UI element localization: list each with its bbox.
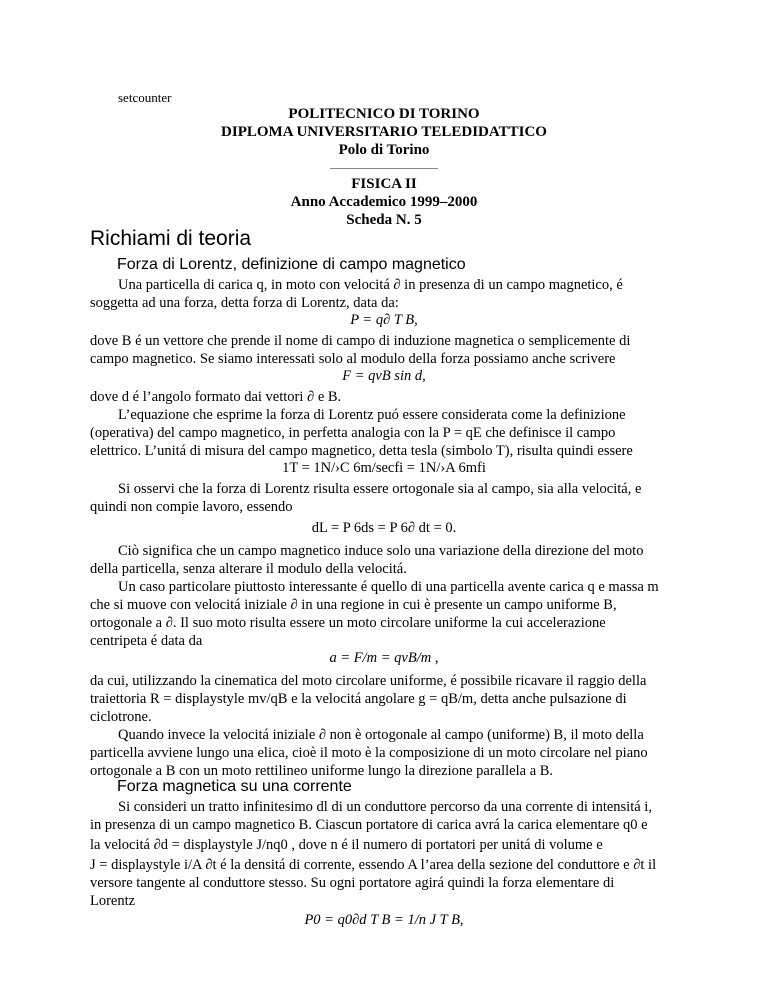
paragraph-line: ciclotrone.	[90, 709, 152, 725]
sheet-number: Scheda N. 5	[346, 212, 422, 228]
paragraph-line: Si consideri un tratto infinitesimo dl di un conduttore percorso da una corrente di intensitá i,	[118, 799, 652, 815]
paragraph-line: traiettoria R = displaystyle mv/qB e la velocitá angolare g = qB/m, detta anche pulsazione di	[90, 691, 627, 707]
paragraph-line: centripeta é data da	[90, 633, 203, 649]
paragraph-line: ortogonale a ∂. Il suo moto risulta essere un moto circolare uniforme la cui accelerazione	[90, 615, 606, 631]
paragraph-line: dove B é un vettore che prende il nome di campo di induzione magnetica o semplicemente di	[90, 333, 631, 349]
paragraph-line: Quando invece la velocitá iniziale ∂ non è ortogonale al campo (uniforme) B, il moto della	[118, 727, 644, 743]
paragraph-line: particella avviene lungo una elica, cioè il moto è la composizione di un moto circolare nel piano	[90, 745, 648, 761]
equation-elementary-force: P0 = q0∂d T B = 1/n J T B,	[304, 912, 464, 928]
setcounter-text: setcounter	[118, 90, 172, 105]
paragraph-line: dove d é l’angolo formato dai vettori ∂ e B.	[90, 389, 342, 405]
paragraph-line: la velocitá ∂d = displaystyle J/nq0 , dove n é il numero di portatori per unitá di volume e	[90, 837, 603, 853]
paragraph-line: Un caso particolare piuttosto interessante é quello di una particella avente carica q e massa m	[118, 579, 659, 595]
paragraph-line: versore tangente al conduttore stesso. Su ogni portatore agirá quindi la forza elementare di	[90, 875, 615, 891]
subsection-title-current: Forza magnetica su una corrente	[117, 778, 352, 795]
paragraph-line: elettrico. L’unitá di misura del campo magnetico, detta tesla (simbolo T), risulta quindi essere	[90, 443, 633, 459]
main-section-title: Richiami di teoria	[90, 227, 252, 250]
paragraph-line: della particella, senza alterare il modulo della velocitá.	[90, 561, 407, 577]
paragraph-line: (operativa) del campo magnetico, in perfetta analogia con la P = qE che definisce il campo	[90, 425, 616, 441]
course-title: FISICA II	[351, 176, 417, 192]
paragraph-line: Una particella di carica q, in moto con velocitá ∂ in presenza di un campo magnetico, é	[118, 277, 623, 293]
paragraph-line: da cui, utilizzando la cinematica del moto circolare uniforme, é possibile ricavare il raggio della	[90, 673, 647, 689]
equation-centripetal: a = F/m = qvB/m ,	[329, 650, 439, 666]
equation-force-modulus: F = qvB sin d,	[342, 368, 426, 384]
polo-name: Polo di Torino	[338, 142, 430, 158]
paragraph-line: L’equazione che esprime la forza di Lorentz puó essere considerata come la definizione	[118, 407, 626, 423]
paragraph-line: campo magnetico. Se siamo interessati solo al modulo della forza possiamo anche scrivere	[90, 351, 616, 367]
paragraph-line: che si muove con velocitá iniziale ∂ in una regione in cui è presente un campo uniforme B,	[90, 597, 617, 613]
paragraph-line: soggetta ad una forza, detta forza di Lorentz, data da:	[90, 295, 399, 311]
subsection-title-lorentz: Forza di Lorentz, definizione di campo magnetico	[117, 256, 466, 273]
school-name: POLITECNICO DI TORINO	[288, 106, 480, 122]
equation-lorentz-force: P = q∂ T B,	[350, 312, 418, 328]
paragraph-line: Si osservi che la forza di Lorentz risulta essere ortogonale sia al campo, sia alla velocitá, e	[118, 481, 642, 497]
paragraph-line: ortogonale a B con un moto rettilineo uniforme lungo la direzione parallela a B.	[90, 763, 554, 779]
paragraph-line: quindi non compie lavoro, essendo	[90, 499, 293, 515]
header-divider	[330, 168, 438, 169]
paragraph-line: in presenza di un campo magnetico B. Ciascun portatore di carica avrá la carica elementare q0 e	[90, 817, 648, 833]
equation-tesla-unit: 1T = 1N/›C 6m/secfi = 1N/›A 6mfi	[282, 460, 486, 476]
paragraph-line: J = displaystyle i/A ∂t é la densitá di corrente, essendo A l’area della sezione del conduttore e ∂t il	[90, 857, 657, 873]
diploma-name: DIPLOMA UNIVERSITARIO TELEDIDATTICO	[221, 124, 547, 140]
paragraph-line: Lorentz	[90, 893, 136, 909]
academic-year: Anno Accademico 1999–2000	[290, 194, 478, 210]
paragraph-line: Ciò significa che un campo magnetico induce solo una variazione della direzione del moto	[118, 543, 644, 559]
equation-work: dL = P 6ds = P 6∂ dt = 0.	[311, 520, 457, 536]
